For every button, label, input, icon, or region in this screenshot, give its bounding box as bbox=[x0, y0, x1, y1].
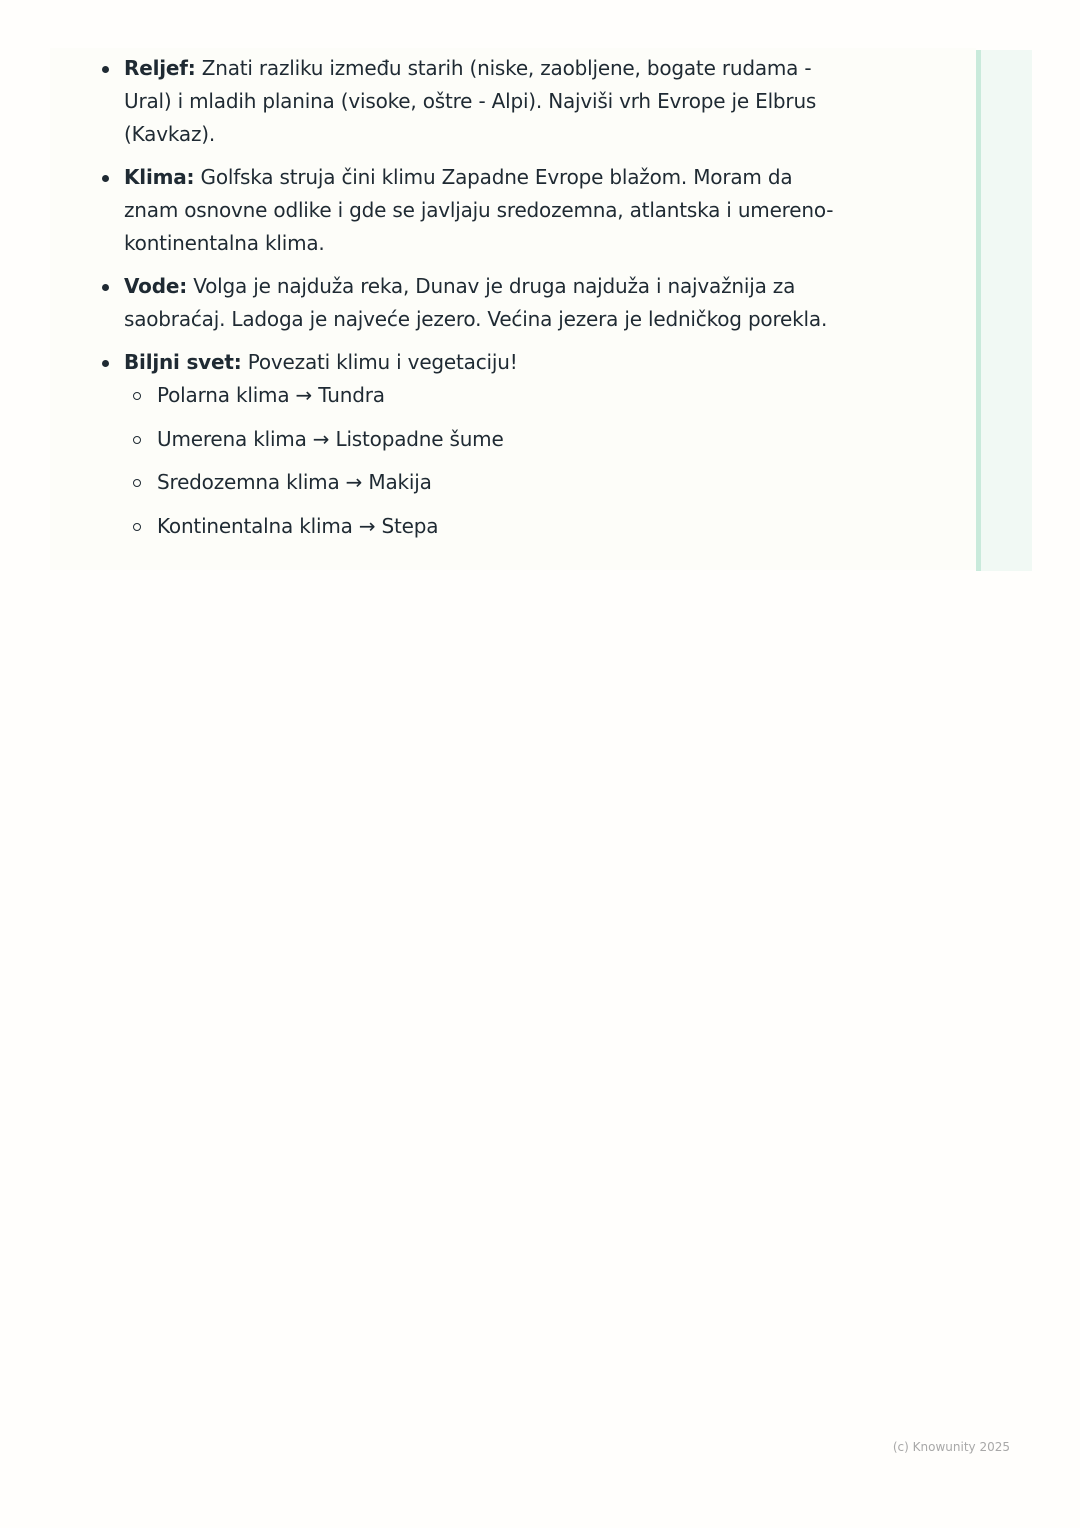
topic-term: Klima: bbox=[124, 165, 195, 189]
topic-term: Reljef: bbox=[124, 56, 196, 80]
side-panel bbox=[981, 50, 1032, 571]
topic-term: Biljni svet: bbox=[124, 350, 242, 374]
climate-vegetation-pair: Kontinentalna klima → Stepa bbox=[157, 510, 844, 543]
topic-item-climate bbox=[124, 161, 844, 260]
topic-item-waters bbox=[124, 270, 844, 336]
copyright-footer: (c) Knowunity 2025 bbox=[892, 1440, 1010, 1454]
topic-text: Volga je najduža reka, Dunav je druga najduža i najvažnija za saobraćaj. Ladoga je najveće jezero. Većina jezera je ledničkog porekla. bbox=[124, 274, 828, 331]
topic-text: Znati razliku između starih (niske, zaobljene, bogate rudama - Ural) i mladih planina (visoke, oštre - Alpi). Najviši vrh Evrope je Elbrus (Kavkaz). bbox=[124, 56, 817, 146]
topic-text: Povezati klimu i vegetaciju! bbox=[247, 350, 518, 374]
climate-vegetation-pair: Umerena klima → Listopadne šume bbox=[157, 423, 844, 456]
topic-item-vegetation bbox=[124, 346, 844, 543]
topic-list bbox=[124, 52, 844, 553]
climate-vegetation-list bbox=[124, 379, 844, 543]
topic-item-relief bbox=[124, 52, 844, 151]
climate-vegetation-pair: Sredozemna klima → Makija bbox=[157, 466, 844, 499]
climate-vegetation-pair: Polarna klima → Tundra bbox=[157, 379, 844, 412]
topic-term: Vode: bbox=[124, 274, 188, 298]
topic-text: Golfska struja čini klimu Zapadne Evrope blažom. Moram da znam osnovne odlike i gde se javljaju sredozemna, atlantska i umereno-kontinentalna klima. bbox=[124, 165, 834, 255]
